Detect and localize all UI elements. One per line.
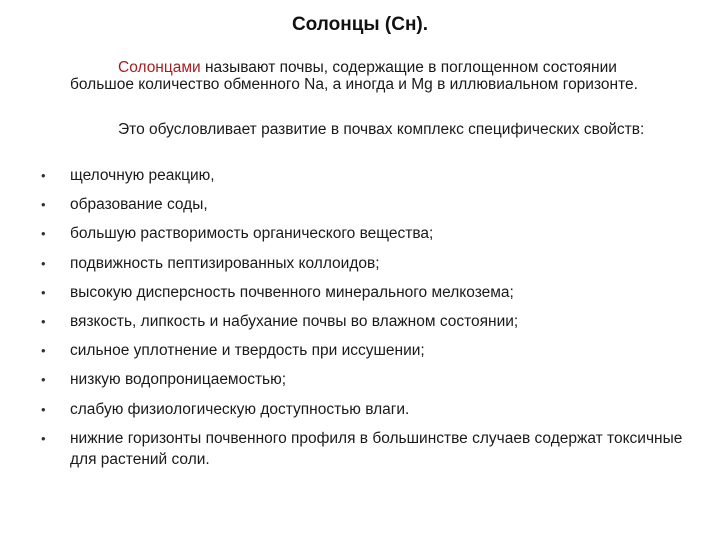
list-item-text: вязкость, липкость и набухание почвы во влажном состоянии; <box>70 312 519 330</box>
definition-paragraph <box>70 59 670 93</box>
definition-text: называют почвы, содержащие в поглощенном состоянии большое количество обменного Na, а иногда и Mg в иллювиальном горизонте. <box>70 59 638 93</box>
list-item-text: сильное уплотнение и твердость при иссушении; <box>70 342 425 360</box>
list-item <box>0 340 720 369</box>
bullet-icon: • <box>41 168 46 183</box>
list-item-text: образование соды, <box>70 196 208 214</box>
bullet-icon: • <box>41 284 46 300</box>
bullet-icon: • <box>41 343 46 359</box>
bullet-icon: • <box>41 226 46 242</box>
list-item-text: высокую дисперсность почвенного минерального мелкозема; <box>70 283 514 301</box>
list-item-text: щелочную реакцию, <box>70 167 215 184</box>
list-item <box>0 399 720 428</box>
list-item <box>0 253 720 282</box>
list-item-text: подвижность пептизированных коллоидов; <box>70 254 380 272</box>
list-item <box>0 282 720 311</box>
slide-title: Солонцы (Сн). <box>291 14 429 35</box>
consequence-text: Это обусловливает развитие в почвах комплекс специфических свойств: <box>118 121 645 138</box>
list-item <box>0 369 720 398</box>
bullet-icon: • <box>41 430 46 446</box>
list-item <box>0 428 720 470</box>
list-item-text: большую растворимость органического вещества; <box>70 225 434 243</box>
bullet-icon: • <box>41 401 46 417</box>
list-item-text: низкую водопроницаемостью; <box>70 371 287 389</box>
list-item <box>0 165 720 194</box>
term-highlight: Солонцами <box>118 59 201 76</box>
bullet-icon: • <box>41 255 46 271</box>
bullet-icon: • <box>41 372 46 388</box>
list-item <box>0 194 720 223</box>
properties-list <box>0 165 720 470</box>
bullet-icon: • <box>41 313 46 329</box>
bullet-icon: • <box>41 197 46 213</box>
list-item-text: слабую физиологическую доступностью влаги. <box>70 400 410 418</box>
list-item <box>0 311 720 340</box>
consequence-paragraph <box>70 121 670 138</box>
list-item <box>0 223 720 252</box>
list-item-text: нижние горизонты почвенного профиля в большинстве случаев содержат токсичные для растений соли. <box>70 429 683 468</box>
